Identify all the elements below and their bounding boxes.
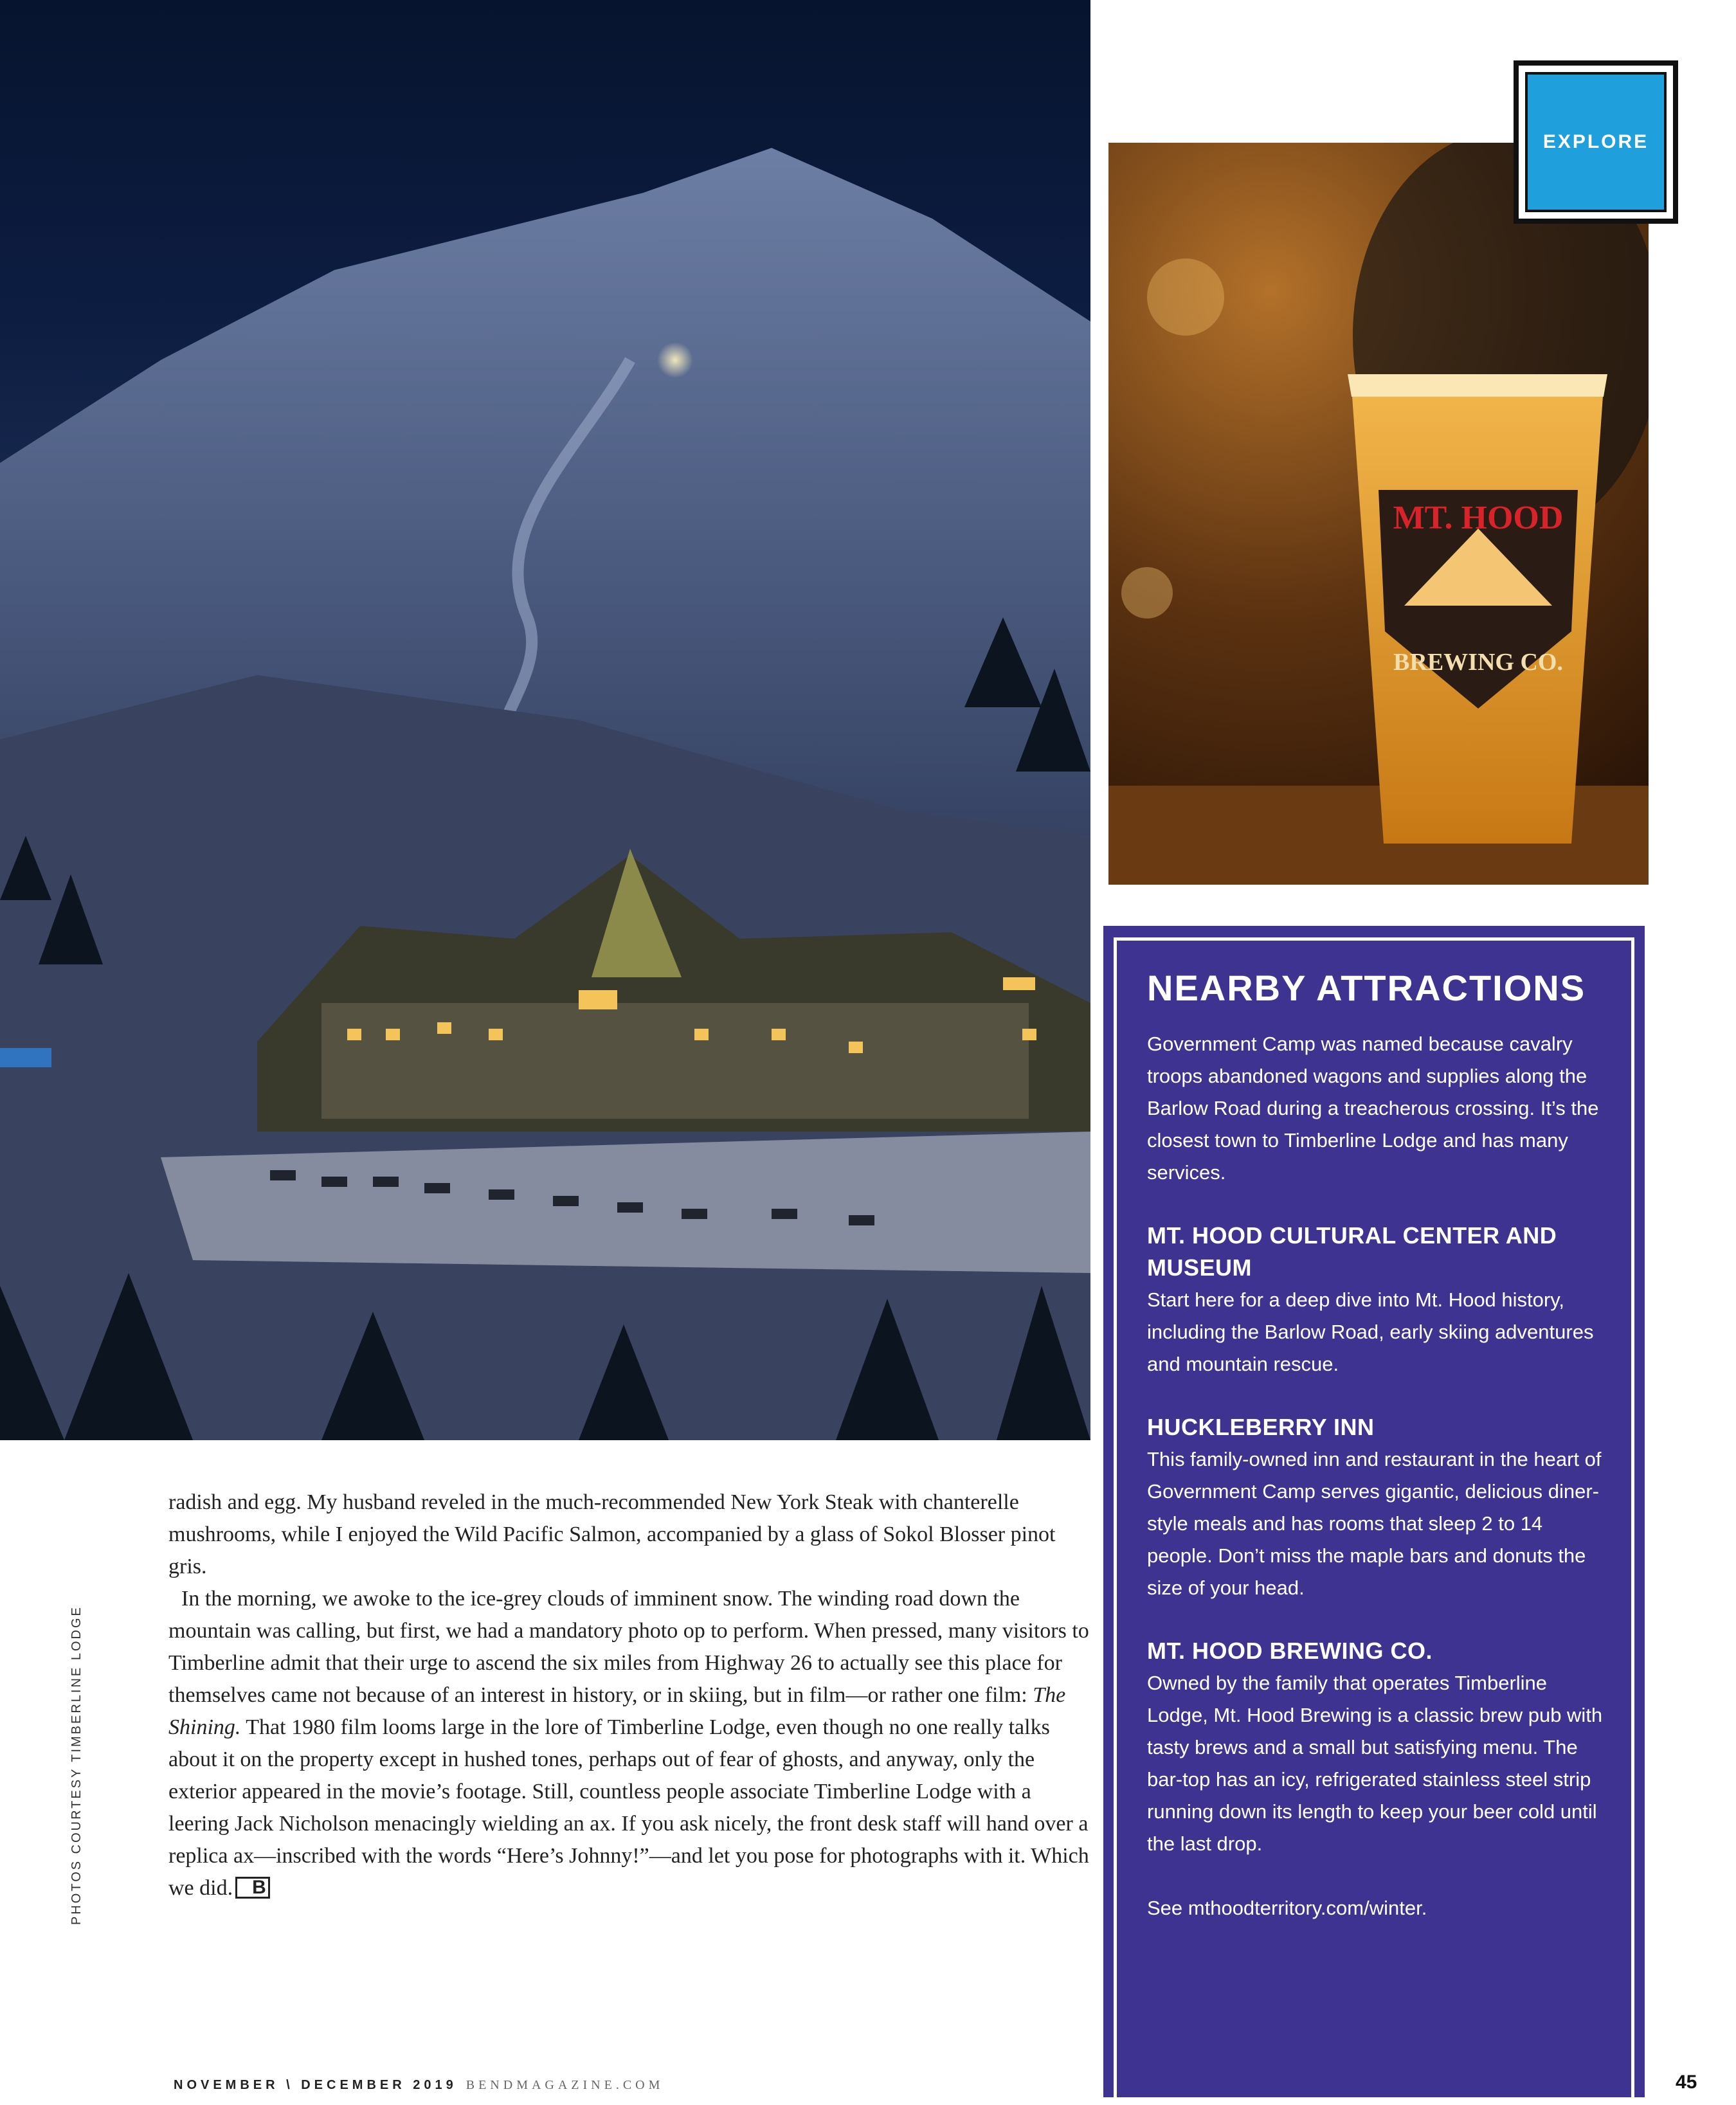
explore-label: EXPLORE	[1542, 131, 1649, 152]
article-paragraph-2-start: In the morning, we awoke to the ice-grey clouds of imminent snow. The winding road down the mountain was calling, but first, we had a mandatory photo op to perform. When pressed, many visitors to Timberline admit that their urge to ascend the six miles from Highway 26 to actually see this place for themselves came not because of an interest in history, or in skiing, but in film—or rather one film:	[168, 1587, 1089, 1707]
nearby-attractions-sidebar	[1103, 926, 1645, 2097]
sidebar-content	[1147, 967, 1610, 1924]
timberline-lodge-photo	[0, 0, 1090, 1440]
glass-logo-top: MT. HOOD	[1393, 500, 1564, 536]
beer-photo	[1108, 143, 1649, 885]
attraction-heading-huckleberry: HUCKLEBERRY INN	[1147, 1414, 1375, 1440]
page-footer	[174, 2078, 664, 2093]
page-number: 45	[1676, 2072, 1697, 2093]
sidebar-title: NEARBY ATTRACTIONS	[1147, 968, 1586, 1008]
attraction-body-museum: Start here for a deep dive into Mt. Hood history, including the Barlow Road, early skiing adventures and mountain rescue.	[1147, 1288, 1594, 1375]
article-paragraph-2-end: That 1980 film looms large in the lore of Timberline Lodge, even though no one really talks about it on the property except in hushed tones, perhaps out of fear of ghosts, and anyway, only the exterior appeared in the movie’s footage. Still, countless people associate Timberline Lodge with a leering Jack Nicholson menacingly wielding an ax. If you ask nicely, the front desk staff will hand over a replica ax—inscribed with the words “Here’s Johnny!”—and let you pose for photographs with it. Which we did.	[168, 1715, 1089, 1900]
glass-logo-bottom: BREWING CO.	[1393, 649, 1563, 676]
attraction-heading-brewing: MT. HOOD BREWING CO.	[1147, 1638, 1433, 1664]
attraction-heading-museum: MT. HOOD CULTURAL CENTER AND MUSEUM	[1147, 1222, 1557, 1281]
footer-website: BENDMAGAZINE.COM	[466, 2078, 664, 2092]
sidebar-website-link[interactable]: See mthoodterritory.com/winter.	[1147, 1897, 1427, 1919]
end-mark-icon: B	[235, 1877, 270, 1899]
article-body	[168, 1486, 1094, 1904]
footer-issue-date: NOVEMBER \ DECEMBER 2019	[174, 2078, 457, 2092]
mt-hood-beer-glass-photo-icon	[1108, 143, 1649, 885]
attraction-body-huckleberry: This family-owned inn and restaurant in the heart of Government Camp serves gigantic, delicious diner-style meals and has rooms that sleep 2 to 14 people. Don’t miss the maple bars and donuts the size of your head.	[1147, 1448, 1602, 1599]
attraction-body-brewing: Owned by the family that operates Timberline Lodge, Mt. Hood Brewing is a classic brew pub with tasty brews and a small but satisfying menu. The bar-top has an icy, refrigerated stainless steel strip running down its length to keep your beer cold until the last drop.	[1147, 1672, 1603, 1855]
film-title: The Shining.	[168, 1683, 1066, 1739]
explore-badge-inner	[1525, 72, 1667, 212]
article-paragraph-2	[168, 1583, 1094, 1904]
photo-credit: PHOTOS COURTESY TIMBERLINE LODGE	[69, 1605, 84, 1925]
timberline-lodge-night-photo-icon	[0, 0, 1090, 1440]
sidebar-intro: Government Camp was named because cavalry troops abandoned wagons and supplies along the Barlow Road during a treacherous crossing. It’s the closest town to Timberline Lodge and has many services.	[1147, 1033, 1599, 1184]
explore-badge	[1514, 60, 1678, 224]
article-paragraph-1: radish and egg. My husband reveled in the much-recommended New York Steak with chanterelle mushrooms, while I enjoyed the Wild Pacific Salmon, accompanied by a glass of Sokol Blosser pinot gris.	[168, 1490, 1056, 1578]
